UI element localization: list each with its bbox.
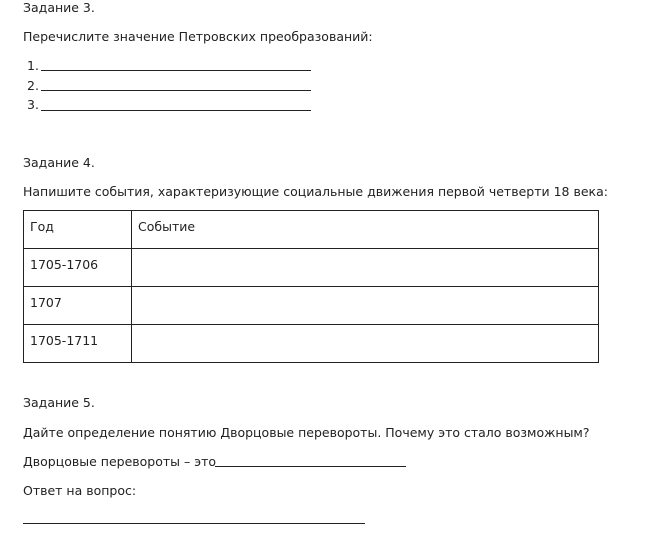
task3-item-1-blank[interactable] (41, 70, 311, 71)
table-cell-event[interactable] (132, 287, 599, 325)
table-row (24, 287, 599, 325)
events-table (23, 210, 599, 363)
table-header-year: Год (24, 211, 132, 249)
task4-heading: Задание 4. (23, 155, 95, 170)
table-cell-year: 1707 (24, 287, 132, 325)
table-row (24, 249, 599, 287)
table-cell-year: 1705-1711 (24, 325, 132, 363)
task5-definition-label: Дворцовые перевороты – это (23, 454, 216, 469)
table-row (24, 325, 599, 363)
task5-answer-blank[interactable] (23, 523, 365, 524)
task3-item-3-blank[interactable] (41, 110, 311, 111)
task3-item-2-number: 2. (27, 78, 39, 93)
task3-heading: Задание 3. (23, 0, 95, 15)
table-cell-event[interactable] (132, 325, 599, 363)
task3-item-2-blank[interactable] (41, 90, 311, 91)
task5-answer-label: Ответ на вопрос: (23, 483, 137, 498)
task3-item-1-number: 1. (27, 58, 39, 73)
task5-heading: Задание 5. (23, 395, 95, 410)
task3-item-3-number: 3. (27, 97, 39, 112)
table-header-event: Событие (132, 211, 599, 249)
table-cell-event[interactable] (132, 249, 599, 287)
task3-prompt: Перечислите значение Петровских преобразований: (23, 29, 373, 44)
task5-prompt: Дайте определение понятию Дворцовые перевороты. Почему это стало возможным? (23, 425, 590, 440)
task4-prompt: Напишите события, характеризующие социальные движения первой четверти 18 века: (23, 184, 608, 199)
table-cell-year: 1705-1706 (24, 249, 132, 287)
task5-definition-blank[interactable] (215, 466, 406, 467)
table-header-row (24, 211, 599, 249)
